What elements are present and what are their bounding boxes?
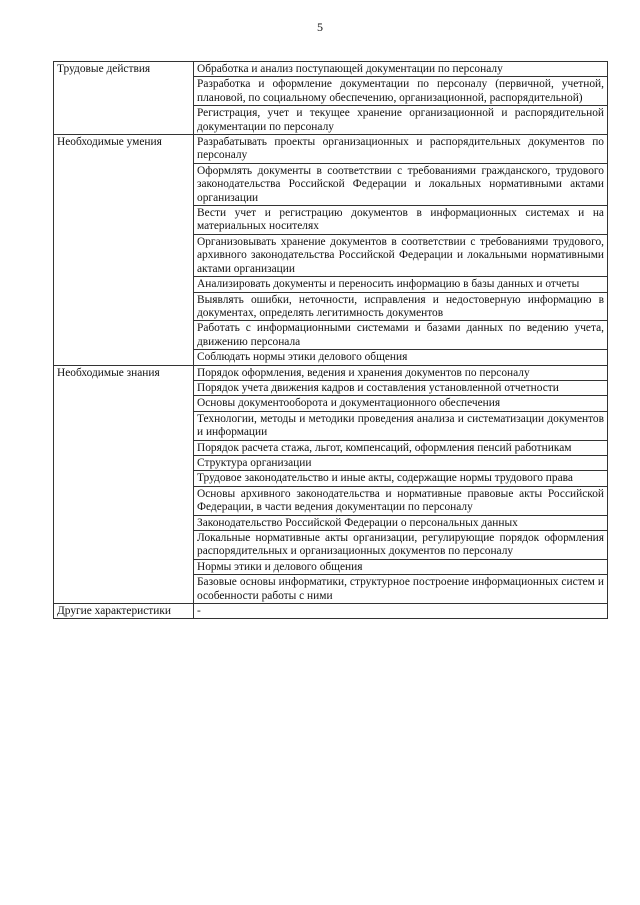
row-label <box>54 604 194 619</box>
row-label-text: Другие характеристики <box>57 605 172 618</box>
row-item: Основы архивного законодательства и нормативные правовые акты Российской Федерации, в части ведения документации по персоналу <box>194 486 608 515</box>
row-item: Обработка и анализ поступающей документации по персоналу <box>194 62 608 77</box>
row-item: Основы документооборота и документационного обеспечения <box>194 396 608 411</box>
row-label <box>54 365 194 604</box>
row-item: Технологии, методы и методики проведения анализа и систематизации документов и информации <box>194 411 608 440</box>
row-item: Разработка и оформление документации по персоналу (первичной, учетной, плановой, по социальному обеспечению, организационной, распорядительной) <box>194 77 608 106</box>
table-row <box>54 135 608 164</box>
row-item: Законодательство Российской Федерации о персональных данных <box>194 515 608 530</box>
row-item: Выявлять ошибки, неточности, исправления и недостоверную информацию в документах, определять легитимность документов <box>194 292 608 321</box>
page-number: 5 <box>317 20 323 34</box>
row-item: Вести учет и регистрацию документов в информационных системах и на материальных носителях <box>194 206 608 235</box>
row-item: Оформлять документы в соответствии с требованиями гражданского, трудового законодательства Российской Федерации и локальных нормативными актами организации <box>194 163 608 205</box>
row-item: Порядок оформления, ведения и хранения документов по персоналу <box>194 365 608 380</box>
row-item: Трудовое законодательство и иные акты, содержащие нормы трудового права <box>194 471 608 486</box>
row-item: Соблюдать нормы этики делового общения <box>194 350 608 365</box>
row-item: Порядок учета движения кадров и составления установленной отчетности <box>194 380 608 395</box>
table-row <box>54 604 608 619</box>
table-row <box>54 365 608 380</box>
row-item: Структура организации <box>194 455 608 470</box>
row-item: - <box>194 604 608 619</box>
row-label <box>54 135 194 366</box>
row-item: Локальные нормативные акты организации, регулирующие порядок оформления распорядительных и организационных документов по персоналу <box>194 531 608 560</box>
row-item: Порядок расчета стажа, льгот, компенсаций, оформления пенсий работникам <box>194 440 608 455</box>
row-item: Нормы этики и делового общения <box>194 559 608 574</box>
row-item: Базовые основы информатики, структурное построение информационных систем и особенности работы с ними <box>194 575 608 604</box>
row-item: Работать с информационными системами и базами данных по ведению учета, движению персонала <box>194 321 608 350</box>
row-item: Разрабатывать проекты организационных и распорядительных документов по персоналу <box>194 135 608 164</box>
row-item: Регистрация, учет и текущее хранение организационной и распорядительной документации по персоналу <box>194 106 608 135</box>
row-item: Анализировать документы и переносить информацию в базы данных и отчеты <box>194 277 608 292</box>
row-label-text: Необходимые знания <box>57 366 160 379</box>
row-label-text: Необходимые умения <box>57 136 162 149</box>
qualification-table <box>53 61 608 619</box>
table-row <box>54 62 608 77</box>
row-label-text: Трудовые действия <box>57 63 151 75</box>
row-label <box>54 62 194 135</box>
row-item: Организовывать хранение документов в соответствии с требованиями трудового, архивного законодательства Российской Федерации и локальными нормативными актами организации <box>194 234 608 276</box>
